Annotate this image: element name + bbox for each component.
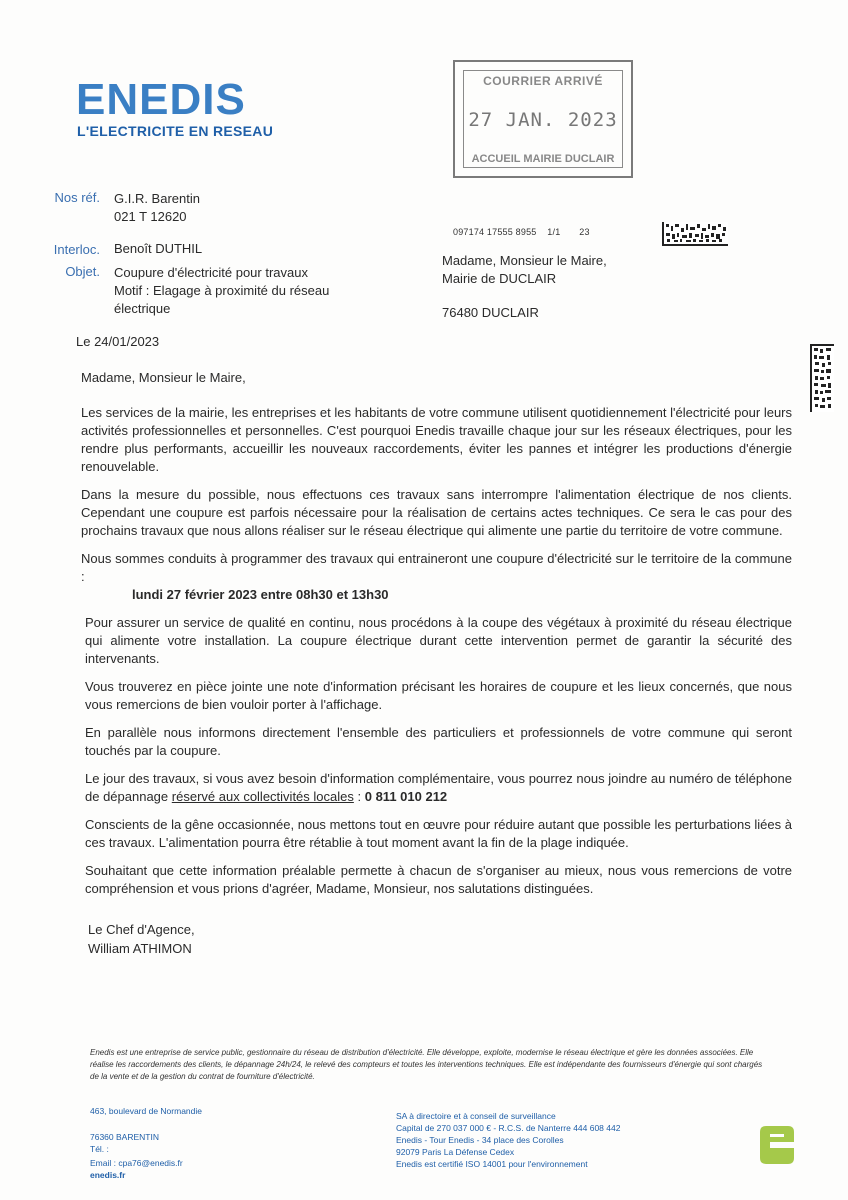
document-code: 097174 17555 8955 1/1 23	[453, 227, 590, 237]
objet-label: Objet.	[65, 264, 100, 279]
footer-street: 463, boulevard de Normandie	[90, 1106, 202, 1116]
objet-line-2: Motif : Elagage à proximité du réseau	[114, 283, 330, 298]
paragraph-3: Nous sommes conduits à programmer des travaux qui entraineront une coupure d'électricité sur le territoire de la commune :	[81, 551, 792, 584]
paragraph-7-colon: :	[357, 789, 362, 804]
footer-agency-address	[90, 1105, 202, 1181]
enedis-e-icon	[756, 1124, 798, 1166]
stamp-place: ACCUEIL MAIRIE DUCLAIR	[471, 153, 615, 165]
letter-salutation: Madame, Monsieur le Maire,	[81, 370, 246, 385]
footer-legal-notice: Enedis est une entreprise de service public, gestionnaire du réseau de distribution d'électricité. Elle développe, exploite, modernise le réseau électrique et gère les données associées. Elle réalise les raccordements des clients, le dépannage 24h/24, le relevé des compteurs et toutes les interventions techniques. Elle est indépendante des fournisseurs d'énergie qui sont chargés de la vente et de la gestion du contrat de fourniture d'électricité.	[90, 1048, 763, 1081]
footer-email: Email : cpa76@enedis.fr	[90, 1158, 183, 1168]
paragraph-5: Vous trouverez en pièce jointe une note d'information précisant les horaires de coupure et les lieux concernés, que nous vous remercions de bien vouloir porter à l'affichage.	[85, 679, 792, 712]
paragraph-8: Conscients de la gêne occasionnée, nous mettons tout en œuvre pour réduire autant que possible les perturbations liées à ces travaux. L'alimentation pourra être rétablie à tout moment avant la fin de la plage indiquée.	[85, 817, 792, 850]
ref-line-1: G.I.R. Barentin	[114, 191, 200, 206]
logo-wordmark: ENEDIS	[76, 76, 246, 124]
reserved-local-authorities: réservé aux collectivités locales	[171, 789, 354, 804]
ref-line-2: 021 T 12620	[114, 209, 187, 224]
paragraph-7	[85, 770, 792, 806]
datamatrix-barcode-icon	[662, 222, 728, 246]
corp-line-5: Enedis est certifié ISO 14001 pour l'environnement	[396, 1159, 588, 1169]
paragraph-7-text: Le jour des travaux, si vous avez besoin d'information complémentaire, vous pourrez nous joindre au numéro de téléphone de dépannage	[85, 771, 792, 804]
recipient-line-1: Madame, Monsieur le Maire,	[442, 253, 607, 268]
paragraph-2: Dans la mesure du possible, nous effectuons ces travaux sans interrompre l'alimentation électrique de nos clients. Cependant une coupure est parfois nécessaire pour la réalisation de certains actes techniques. Ce sera le cas pour des prochains travaux que nous allons réaliser sur le réseau électrique qui alimente une partie du territoire de votre commune.	[81, 487, 792, 538]
signature-block	[88, 920, 195, 958]
side-barcode-icon	[810, 344, 834, 412]
signer-name: William ATHIMON	[88, 941, 192, 956]
paragraph-4: Pour assurer un service de qualité en continu, nous procédons à la coupe des végétaux à proximité du réseau électrique qui alimente votre installation. La coupure électrique durant cette intervention permet de garantir la sécurité des intervenants.	[85, 615, 792, 666]
footer-corporate-info	[396, 1110, 620, 1170]
outage-date: lundi 27 février 2023 entre 08h30 et 13h30	[132, 587, 389, 602]
corp-line-3: Enedis - Tour Enedis - 34 place des Corolles	[396, 1135, 564, 1145]
received-stamp	[453, 60, 633, 178]
ref-value	[114, 190, 200, 226]
letter-body	[76, 333, 792, 898]
footer-website: enedis.fr	[90, 1170, 126, 1180]
enedis-logo	[76, 76, 266, 124]
footer-city: 76360 BARENTIN	[90, 1132, 159, 1142]
interloc-value: Benoît DUTHIL	[114, 241, 203, 256]
objet-line-3: électrique	[114, 301, 171, 316]
helpline-number: 0 811 010 212	[364, 789, 448, 804]
letter-date: Le 24/01/2023	[76, 334, 160, 349]
footer-tel: Tél. :	[90, 1144, 109, 1154]
stamp-frame	[463, 70, 623, 168]
objet-line-1: Coupure d'électricité pour travaux	[114, 265, 308, 280]
paragraph-6: En parallèle nous informons directement l'ensemble des particuliers et professionnels de votre commune qui seront touchés par la coupure.	[85, 725, 792, 758]
recipient-postcode: 76480 DUCLAIR	[442, 305, 539, 320]
corp-line-2: Capital de 270 037 000 € - R.C.S. de Nanterre 444 608 442	[396, 1123, 621, 1133]
corp-line-4: 92079 Paris La Défense Cedex	[396, 1147, 515, 1157]
stamp-date: 27 JAN. 2023	[468, 109, 618, 131]
recipient-address	[442, 252, 607, 288]
paragraph-1: Les services de la mairie, les entreprises et les habitants de votre commune utilisent quotidiennement l'électricité pour leurs activités professionnelles et personnelles. C'est pourquoi Enedis travaille chaque jour sur les réseaux électriques, pour les rendre plus performants, accueillir les nouveaux raccordements, éviter les pannes et intégrer les productions d'énergie renouvelable.	[81, 405, 792, 474]
ref-label: Nos réf.	[54, 190, 100, 205]
stamp-title: COURRIER ARRIVÉ	[483, 74, 603, 88]
logo-tagline: L'ELECTRICITE EN RESEAU	[77, 123, 274, 139]
corp-line-1: SA à directoire et à conseil de surveillance	[396, 1111, 556, 1121]
objet-value	[114, 264, 329, 318]
paragraph-9: Souhaitant que cette information préalable permette à chacun de s'organiser au mieux, nous vous remercions de votre compréhension et vous prions d'agréer, Madame, Monsieur, nos salutations distinguées.	[85, 863, 792, 896]
interloc-label: Interloc.	[53, 242, 100, 257]
signer-title: Le Chef d'Agence,	[88, 922, 195, 937]
recipient-line-2: Mairie de DUCLAIR	[442, 271, 557, 286]
